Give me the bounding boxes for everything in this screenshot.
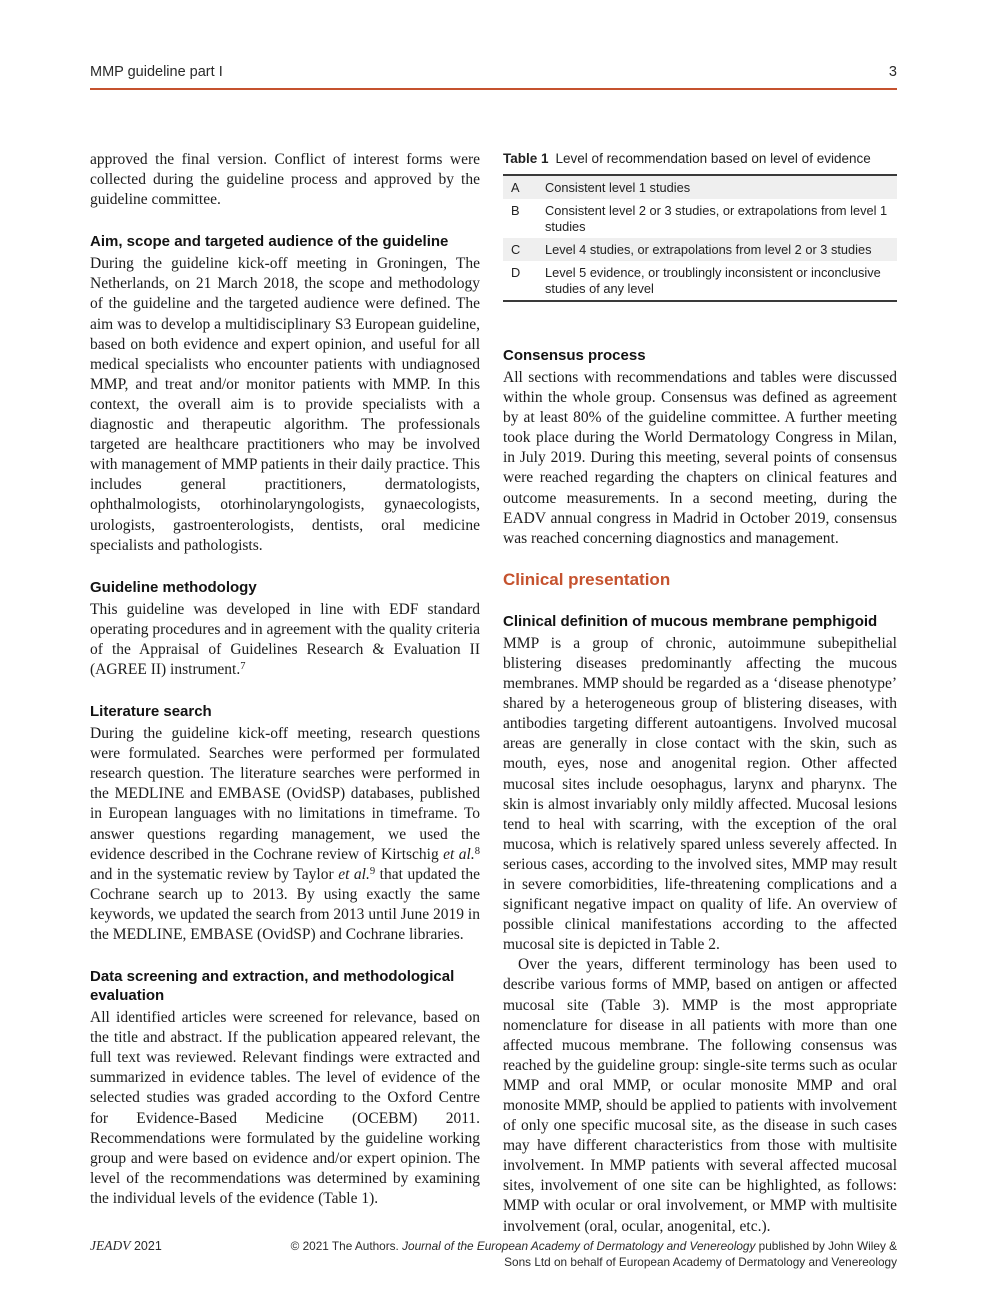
grade-cell: C (511, 241, 521, 257)
heading-literature-search: Literature search (90, 703, 212, 721)
continuation-paragraph: approved the final version. Conflict of interest forms were collected during the guideline process and approved by the guideline committee. (90, 151, 480, 209)
description-cell: Consistent level 2 or 3 studies, or extrapolations from level 1 studies (545, 202, 888, 234)
paragraph-data-screening: All identified articles were screened for relevance, based on the title and abstract. If the publication appeared relevant, the full text was reviewed. Relevant findings were extracted and summarized in evidence tables. The level of evidence of the selected studies was graded according to the Oxford Centre for Evidence-Based Medicine (OCEBM) 2011. Recommendations were formulated by the guideline working group and were based on evidence and/or expert opinion. The level of the recommendations was determined by examining the individual levels of the evidence (Table 1). (90, 1009, 480, 1207)
right-column (503, 150, 897, 1237)
heading-data-screening: Data screening and extraction, and methodological evaluation (90, 968, 455, 1005)
paragraph-clinical-definition-2: Over the years, different terminology has been used to describe various forms of MMP, based on antigen or affected mucosal site (Table 3). MMP is the most appropriate nomenclature for disease in all patients with more than one affected mucous membrane. The following consensus was reached by the guideline group: single-site terms such as ocular MMP and oral MMP, or ocular monosite MMP and oral monosite MMP, should be applied to patients with involvement of only one specific mucosal site, as the disease in such cases may have different characteristics from those with multisite involvement. In MMP patients with several affected mucosal sites, involvement of one site can be highlighted, as follows: MMP with ocular or oral involvement, or MMP with multisite involvement (oral, ocular, anogenital, etc.). (503, 956, 897, 1235)
running-title: MMP guideline part I (90, 64, 223, 80)
table-1 (503, 174, 897, 302)
two-column-layout (90, 150, 897, 1237)
heading-guideline-methodology: Guideline methodology (90, 578, 257, 596)
table-row (503, 261, 897, 301)
table-1-caption-text: Level of recommendation based on level of evidence (555, 151, 871, 166)
table-row (503, 199, 897, 238)
paragraph-aim-scope: During the guideline kick-off meeting in Groningen, The Netherlands, on 21 March 2018, the scope and methodology of the guideline and the targeted audience were defined. The aim was to develop a multidisciplinary S3 European guideline, based on both evidence and expert opinion, and useful for all medical specialists who encounter patients with undiagnosed MMP, and treat and/or monitor patients with MMP. In this context, the overall aim is to provide specialists with a diagnostic and therapeutic algorithm. The professionals targeted are healthcare practitioners who may be involved with management of MMP patients in their daily practice. This includes general practitioners, dermatologists, ophthalmologists, otorhinolaryngologists, gynaecologists, urologists, gastroenterologists, dentists, oral medicine specialists and pathologists. (90, 255, 480, 554)
description-cell: Level 4 studies, or extrapolations from level 2 or 3 studies (545, 241, 872, 257)
grade-cell: B (511, 202, 520, 218)
table-1-block (503, 150, 897, 302)
footer-copyright: © 2021 The Authors. Journal of the European Academy of Dermatology and Venereology published by John Wiley & Sons Ltd on behalf of European Academy of Dermatology and Venereology (290, 1239, 897, 1269)
heading-clinical-definition: Clinical definition of mucous membrane pemphigoid (503, 612, 878, 630)
grade-cell: A (511, 179, 520, 195)
heading-clinical-presentation: Clinical presentation (503, 569, 671, 589)
table-1-caption (503, 150, 897, 167)
description-cell: Consistent level 1 studies (545, 179, 691, 195)
heading-aim-scope: Aim, scope and targeted audience of the guideline (90, 233, 449, 251)
table-1-caption-label: Table 1 (503, 151, 549, 166)
left-column (90, 150, 480, 1237)
grade-cell: D (511, 264, 521, 280)
table-row (503, 175, 897, 199)
running-header (90, 62, 897, 90)
description-cell: Level 5 evidence, or troublingly inconsistent or inconclusive studies of any level (545, 264, 881, 296)
paragraph-clinical-definition-1: MMP is a group of chronic, autoimmune subepithelial blistering diseases predominantly affecting the mucous membranes. MMP should be regarded as a ‘disease phenotype’ shared by a heterogeneous group of blistering diseases, with antibodies targeting different autoantigens. Involved mucosal areas are generally in close contact with the skin, such as mouth, eyes, nose and anogenital region. Other affected mucosal sites include oesophagus, larynx and pharynx. The skin is almost invariably only mildly affected. Mucosal lesions tend to heal with scarring, with the exception of the oral mucosa, which is relatively spared unless severely affected. In serious cases, according to the involved sites, MMP may result in severe comorbidities, life-threatening complications and a significant negative impact on quality of life. An overview of possible clinical manifestations according to the affected mucosal site is depicted in Table 2. (503, 634, 897, 954)
table-row (503, 238, 897, 261)
footer-journal-abbrev: JEADV 2021 (90, 1238, 162, 1253)
page-number: 3 (888, 64, 897, 80)
paragraph-consensus-process: All sections with recommendations and tables were discussed within the whole group. Consensus was defined as agreement by at least 80% of the guideline committee. A further meeting took place during the World Dermatology Congress in Milan, in July 2019. During this meeting, several points of consensus were reached regarding the chapters on clinical features and outcome measurements. In a second meeting, during the EADV annual congress in Madrid in October 2019, consensus was reached concerning diagnostics and management. (503, 369, 897, 547)
heading-consensus-process: Consensus process (503, 347, 646, 364)
paragraph-guideline-methodology: This guideline was developed in line with EDF standard operating procedures and in agreement with the quality criteria of the Appraisal of Guidelines Research & Evaluation II (AGREE II) instrument.$^7$ (90, 600, 480, 678)
page-footer (90, 1238, 897, 1270)
paragraph-literature-search: During the guideline kick-off meeting, research questions were formulated. Searches were performed per formulated research question. The literature searches were performed in the MEDLINE and EMBASE (OvidSP) databases, published in European languages with no limitations in timeframe. To answer questions regarding management, we used the evidence described in the Cochrane review of Kirtschig et al.$^8$ and in the systematic review by Taylor et al.$^9$ that updated the Cochrane search up to 2013. By using exactly the same keywords, we updated the search from 2013 until June 2019 in the MEDLINE, EMBASE (OvidSP) and Cochrane libraries. (90, 725, 480, 943)
